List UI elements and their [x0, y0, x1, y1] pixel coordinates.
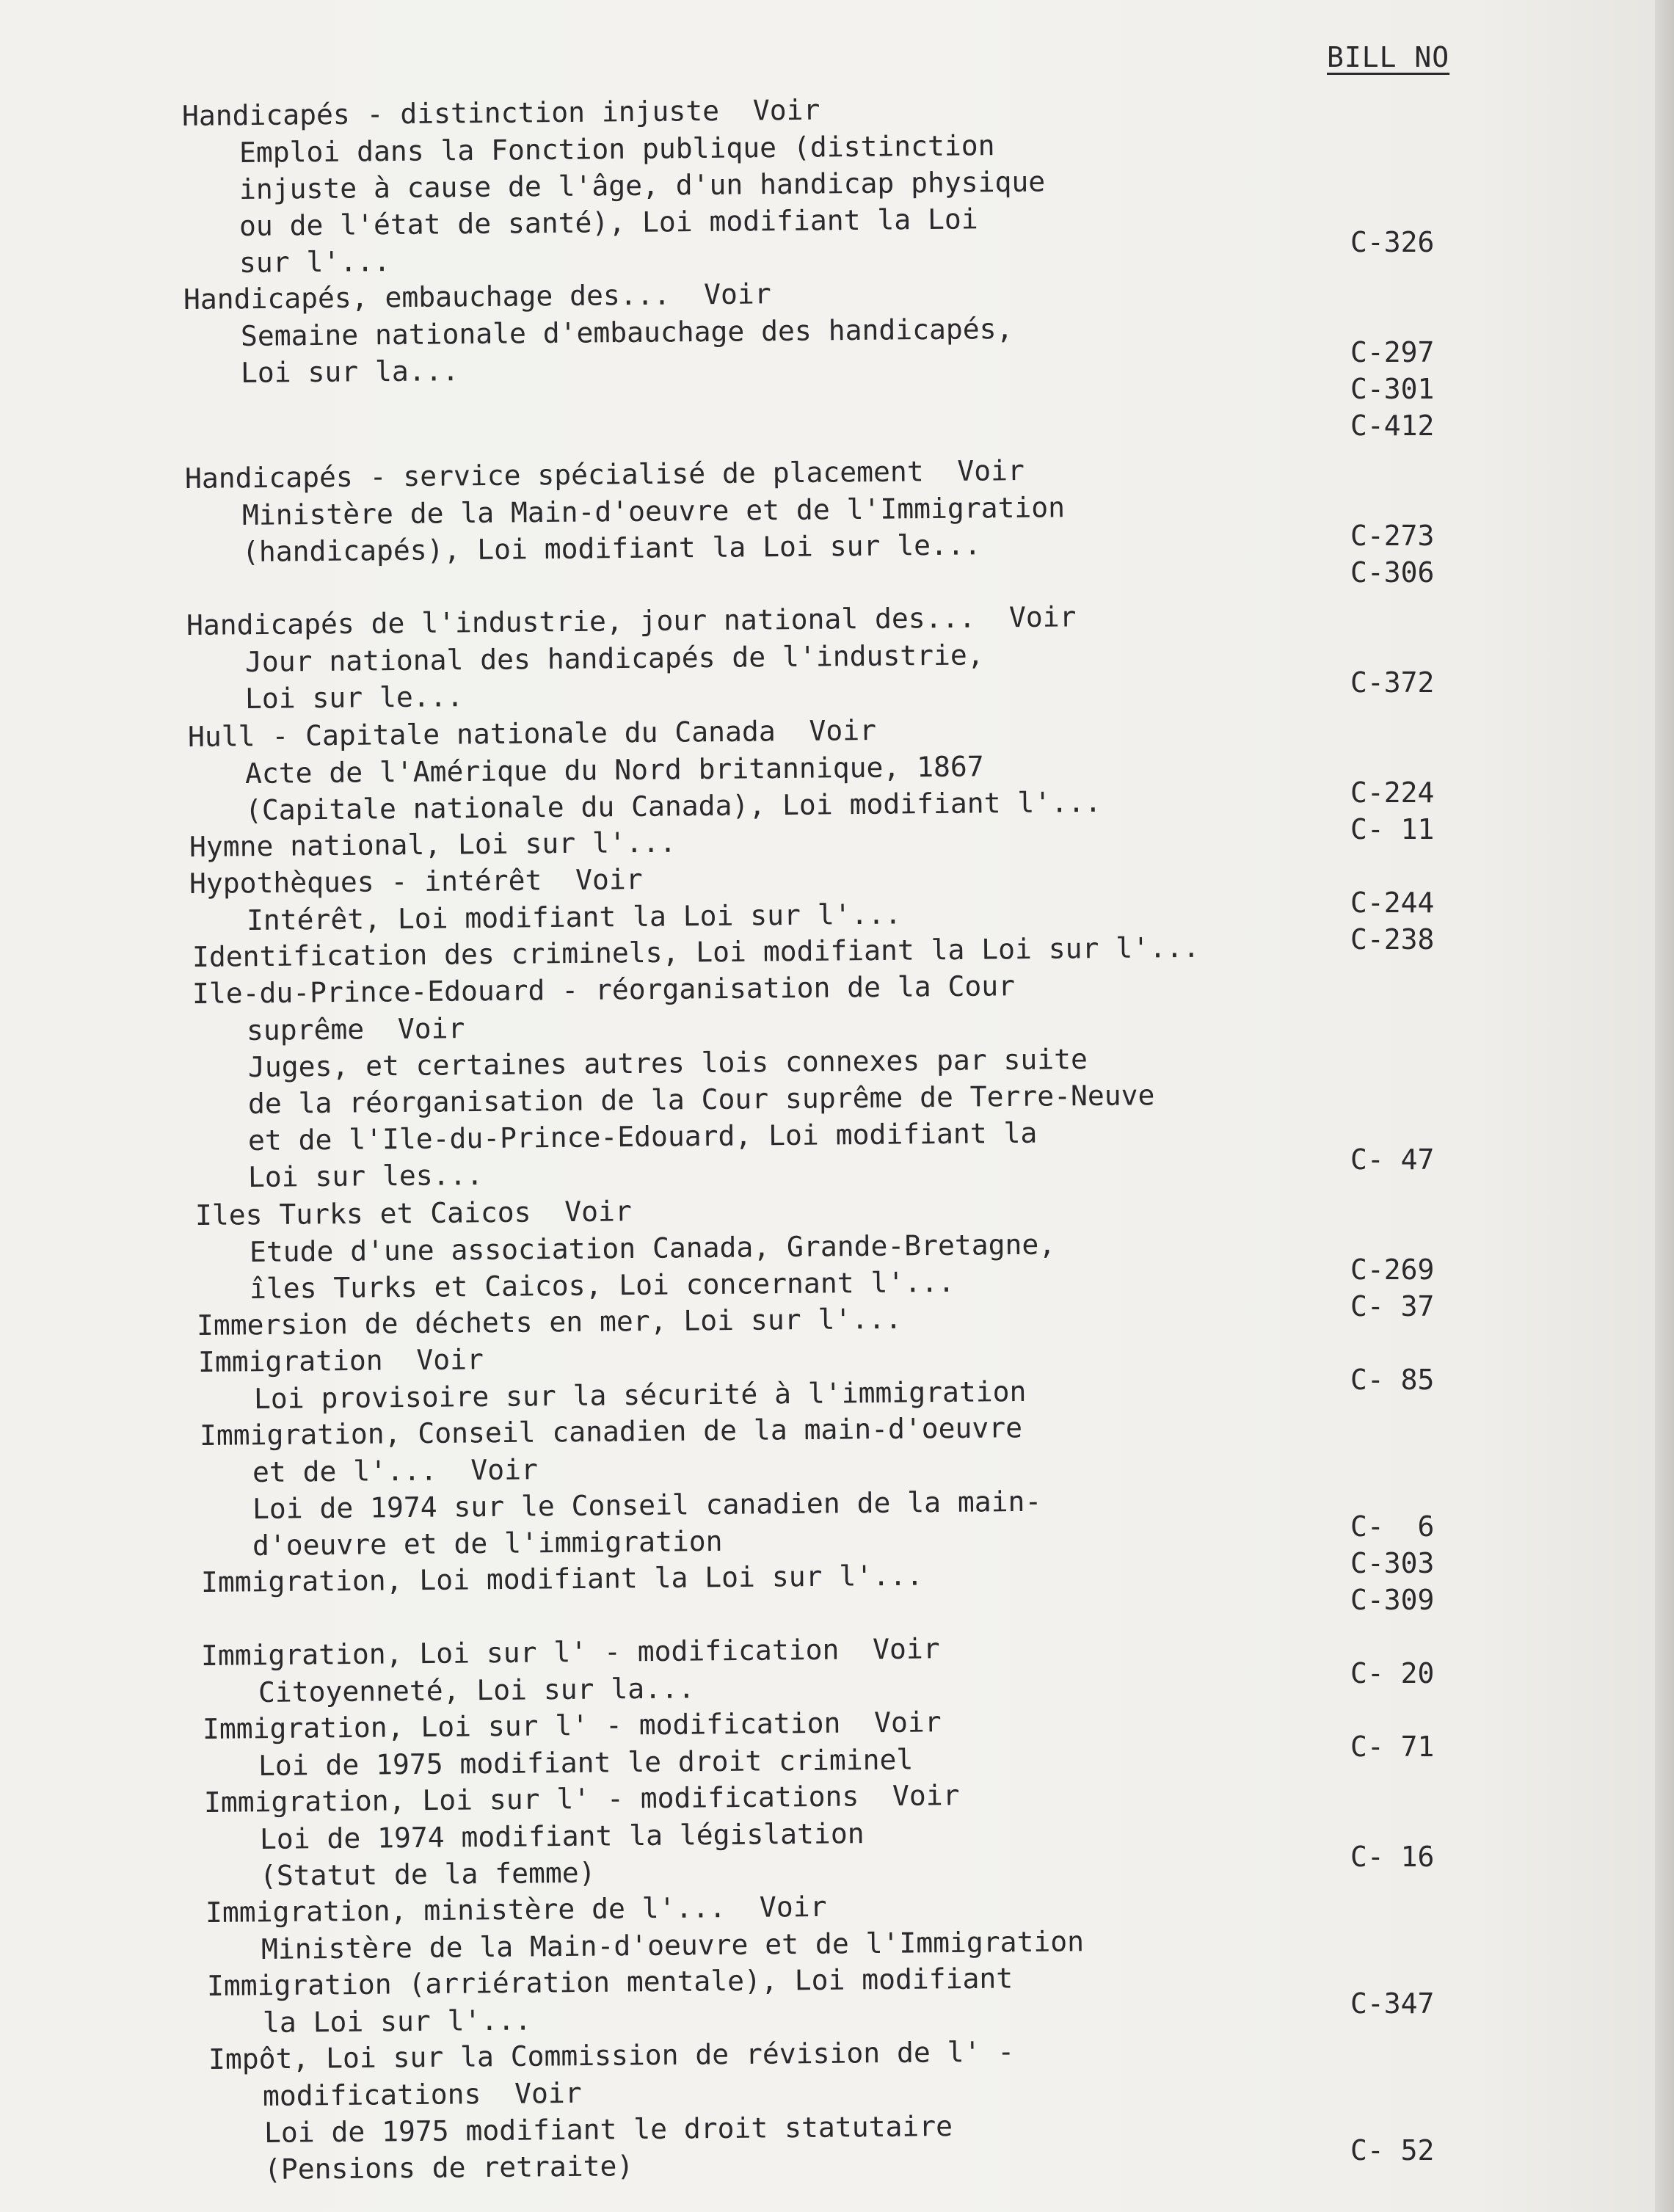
bill-number: C- 47	[1350, 1143, 1435, 1176]
bill-number: C-238	[1350, 923, 1435, 956]
bill-number: C-306	[1350, 556, 1435, 589]
index-line: Ministère de la Main-d'oeuvre et de l'Immigration	[261, 1925, 1085, 1965]
bill-number: C-347	[1350, 1987, 1435, 2020]
index-line: Immigration Voir	[197, 1343, 484, 1378]
index-line: Handicapés de l'industrie, jour national des... Voir	[186, 600, 1077, 641]
index-line: Etude d'une association Canada, Grande-Bretagne,	[249, 1228, 1056, 1268]
bill-number: C-326	[1350, 226, 1435, 258]
index-line: Immigration (arriération mentale), Loi modifiant	[206, 1962, 1014, 2002]
index-line: îles Turks et Caicos, Loi concernant l'...	[249, 1265, 956, 1305]
index-line: de la réorganisation de la Cour suprême de Terre-Neuve	[247, 1079, 1155, 1120]
index-line: Loi sur la...	[240, 354, 459, 389]
index-line: Loi de 1974 sur le Conseil canadien de la main-	[252, 1485, 1042, 1525]
index-line: Jour national des handicapés de l'industrie,	[244, 639, 984, 678]
bill-number: C-273	[1350, 520, 1435, 552]
index-line: Hymne national, Loi sur l'...	[189, 826, 677, 863]
index-line: sur l'...	[239, 245, 391, 279]
index-line: et de l'... Voir	[252, 1453, 539, 1488]
index-line: Loi de 1974 modifiant la législation	[259, 1817, 865, 1855]
index-line: Loi sur les...	[247, 1158, 484, 1193]
index-line: Immigration, ministère de l'... Voir	[205, 1890, 827, 1929]
bill-no-header: BILL NO	[1327, 41, 1450, 73]
bill-number: C-309	[1350, 1584, 1435, 1616]
index-line: Ile-du-Prince-Edouard - réorganisation de la Cour	[192, 969, 1016, 1010]
bill-number: C- 11	[1350, 813, 1435, 845]
bill-number: C- 71	[1350, 1731, 1435, 1763]
index-line: Loi de 1975 modifiant le droit criminel	[258, 1743, 914, 1782]
index-line: Loi de 1975 modifiant le droit statutaire	[263, 2109, 953, 2149]
index-line: Acte de l'Amérique du Nord britannique, 1867	[244, 750, 984, 790]
index-line: Immersion de déchets en mer, Loi sur l'...	[196, 1302, 903, 1342]
index-line: Hypothèques - intérêt Voir	[189, 863, 643, 900]
index-line: Identification des criminels, Loi modifiant la Loi sur l'...	[192, 931, 1200, 973]
index-line: ou de l'état de santé), Loi modifiant la Loi	[239, 203, 978, 242]
index-line: modifications Voir	[262, 2076, 582, 2112]
index-line: (handicapés), Loi modifiant la Loi sur le...	[241, 528, 981, 568]
index-line: Emploi dans la Fonction publique (distinction	[239, 129, 995, 169]
index-line: Semaine nationale d'embauchage des handicapés,	[240, 312, 1014, 352]
bill-number: C- 20	[1350, 1657, 1435, 1689]
index-line: suprême Voir	[246, 1012, 465, 1047]
index-line: Juges, et certaines autres lois connexes par suite	[247, 1043, 1088, 1083]
index-line: et de l'Ile-du-Prince-Edouard, Loi modifiant la	[247, 1116, 1038, 1157]
index-line: d'oeuvre et de l'immigration	[252, 1524, 723, 1562]
index-line: Immigration, Loi modifiant la Loi sur l'...	[200, 1559, 923, 1598]
bill-number: C- 85	[1350, 1364, 1435, 1396]
index-line: la Loi sur l'...	[262, 2004, 532, 2039]
bill-number: C-412	[1350, 410, 1435, 442]
bill-number: C-224	[1350, 776, 1435, 809]
index-line: Intérêt, Loi modifiant la Loi sur l'...	[246, 898, 902, 936]
bill-number: C- 52	[1350, 2134, 1435, 2166]
index-line: Immigration, Loi sur l' - modification Voir	[202, 1706, 942, 1745]
bill-number: C- 37	[1350, 1290, 1435, 1323]
bill-number: C-301	[1350, 373, 1435, 405]
index-line: (Statut de la femme)	[259, 1856, 596, 1892]
index-line: Handicapés - distinction injuste Voir	[181, 93, 820, 132]
index-line: Immigration, Conseil canadien de la main-d'oeuvre	[199, 1411, 1023, 1452]
page-edge-shadow	[1655, 0, 1674, 2212]
index-line: (Capitale nationale du Canada), Loi modifiant l'...	[244, 785, 1102, 826]
index-line: Hull - Capitale nationale du Canada Voir	[187, 713, 877, 753]
bill-number: C-297	[1350, 336, 1435, 368]
index-line: Loi provisoire sur la sécurité à l'immigration	[253, 1375, 1027, 1415]
index-line: injuste à cause de l'âge, d'un handicap physique	[239, 165, 1046, 205]
index-line: Impôt, Loi sur la Commission de révision de l' -	[208, 2035, 1015, 2075]
bill-number: C-303	[1350, 1547, 1435, 1579]
index-line: Iles Turks et Caicos Voir	[194, 1195, 633, 1231]
index-line: Ministère de la Main-d'oeuvre et de l'Immigration	[241, 491, 1066, 531]
bill-number: C-244	[1350, 887, 1435, 919]
index-line: (Pensions de retraite)	[263, 2150, 634, 2186]
index-line: Immigration, Loi sur l' - modification Voir	[200, 1632, 940, 1672]
bill-number: C- 6	[1350, 1510, 1435, 1543]
bill-number: C-372	[1350, 666, 1435, 699]
index-line: Handicapés - service spécialisé de placement Voir	[184, 454, 1025, 495]
index-line: Handicapés, embauchage des... Voir	[183, 277, 771, 316]
bill-number: C-269	[1350, 1254, 1435, 1286]
index-line: Immigration, Loi sur l' - modifications Voir	[203, 1779, 960, 1819]
bill-number: C- 16	[1350, 1841, 1435, 1873]
index-line: Citoyenneté, Loi sur la...	[258, 1672, 696, 1709]
index-line: Loi sur le...	[244, 680, 464, 715]
